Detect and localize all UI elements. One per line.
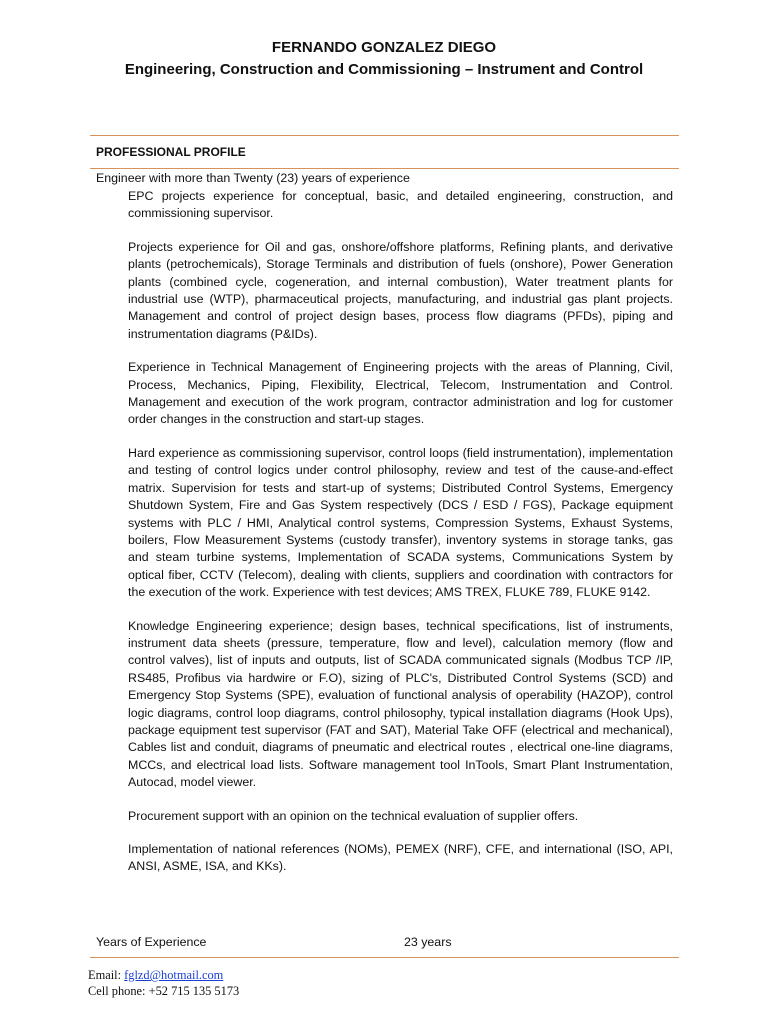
profile-paragraph: Experience in Technical Management of Engineering projects with the areas of Planning, Civil, Process, Mechanics, Piping, Flexibility, Electrical, Telecom, Instrumentation and Control. Management and execution of the work program, contractor administration and log for customer order changes in the construction and start-up stages. (128, 360, 673, 427)
profile-paragraph: Projects experience for Oil and gas, onshore/offshore platforms, Refining plants, and derivative plants (petrochemicals), Storage Terminals and distribution of fuels (onshore), Power Generation plants (combined cycle, cogeneration, and internal combustion), Water treatment plants for industrial use (WTP), pharmaceutical projects, manufacturing, and industrial gas plant projects. Management and control of project design bases, process flow diagrams (PFDs), piping and instrumentation diagrams (P&IDs). (128, 239, 673, 341)
email-link[interactable]: fglzd@hotmail.com (124, 968, 224, 982)
resume-header (0, 38, 768, 81)
profile-paragraph: EPC projects experience for conceptual, basic, and detailed engineering, construction, and commissioning supervisor. (128, 189, 673, 221)
profile-paragraph: Procurement support with an opinion on the technical evaluation of supplier offers. (128, 808, 579, 823)
profile-body (128, 188, 673, 892)
section-divider (90, 135, 679, 136)
profile-paragraph: Knowledge Engineering experience; design bases, technical specifications, list of instruments, instrument data sheets (pressure, temperature, flow and level), calculation memory (flow and control valves), list of inputs and outputs, list of SCADA communicated signals (Modbus TCP /IP, RS485, Profibus via hardwire or F.O), sizing of PLC's, Distributed Control Systems (SCD) and Emergency Stop Systems (SPE), evaluation of functional analysis of operability (HAZOP), control logic diagrams, control loop diagrams, control philosophy, typical installation diagrams (Hook Ups), package equipment test supervisor (FAT and SAT), Material Take OFF (electrical and mechanical), Cables list and conduit, diagrams of pneumatic and electrical routes , electrical one-line diagrams, MCCs, and electrical load lists. Software management tool InTools, Smart Plant Instrumentation, Autocad, model viewer. (128, 618, 673, 790)
section-divider (90, 957, 679, 958)
candidate-name: FERNANDO GONZALEZ DIEGO (271, 39, 497, 56)
phone-line (88, 983, 239, 999)
profile-paragraph: Implementation of national references (NOMs), PEMEX (NRF), CFE, and international (ISO, API, ANSI, ASME, ISA, and KKs). (128, 842, 673, 874)
section-title: PROFESSIONAL PROFILE (96, 145, 246, 159)
years-experience-value: 23 years (404, 935, 452, 949)
email-label: Email: (88, 968, 122, 982)
phone-label: Cell phone: (88, 984, 146, 998)
email-line (88, 967, 239, 983)
phone-number: +52 715 135 5173 (148, 984, 240, 998)
section-divider (90, 168, 679, 169)
contact-info (88, 967, 239, 999)
profile-intro: Engineer with more than Twenty (23) years of experience (96, 171, 410, 185)
profile-paragraph: Hard experience as commissioning supervisor, control loops (field instrumentation), implementation and testing of control logics under control philosophy, review and test of the cause-and-effect matrix. Supervision for tests and start-up of systems; Distributed Control Systems, Emergency Shutdown System, Fire and Gas System respectively (DCS / ESD / FGS), Package equipment systems with PLC / HMI, Analytical control systems, Compression Systems, Exhaust Systems, boilers, Flow Measurement Systems (custody transfer), inventory systems in storage tanks, gas and steam turbine systems, Implementation of SCADA systems, Communications System by optical fiber, CCTV (Telecom), dealing with clients, suppliers and coordination with contractors for the execution of the work. Experience with test devices; AMS TREX, FLUKE 789, FLUKE 9142. (128, 445, 673, 600)
candidate-title: Engineering, Construction and Commissioning – Instrument and Control (124, 61, 644, 78)
years-experience-label: Years of Experience (96, 935, 207, 949)
